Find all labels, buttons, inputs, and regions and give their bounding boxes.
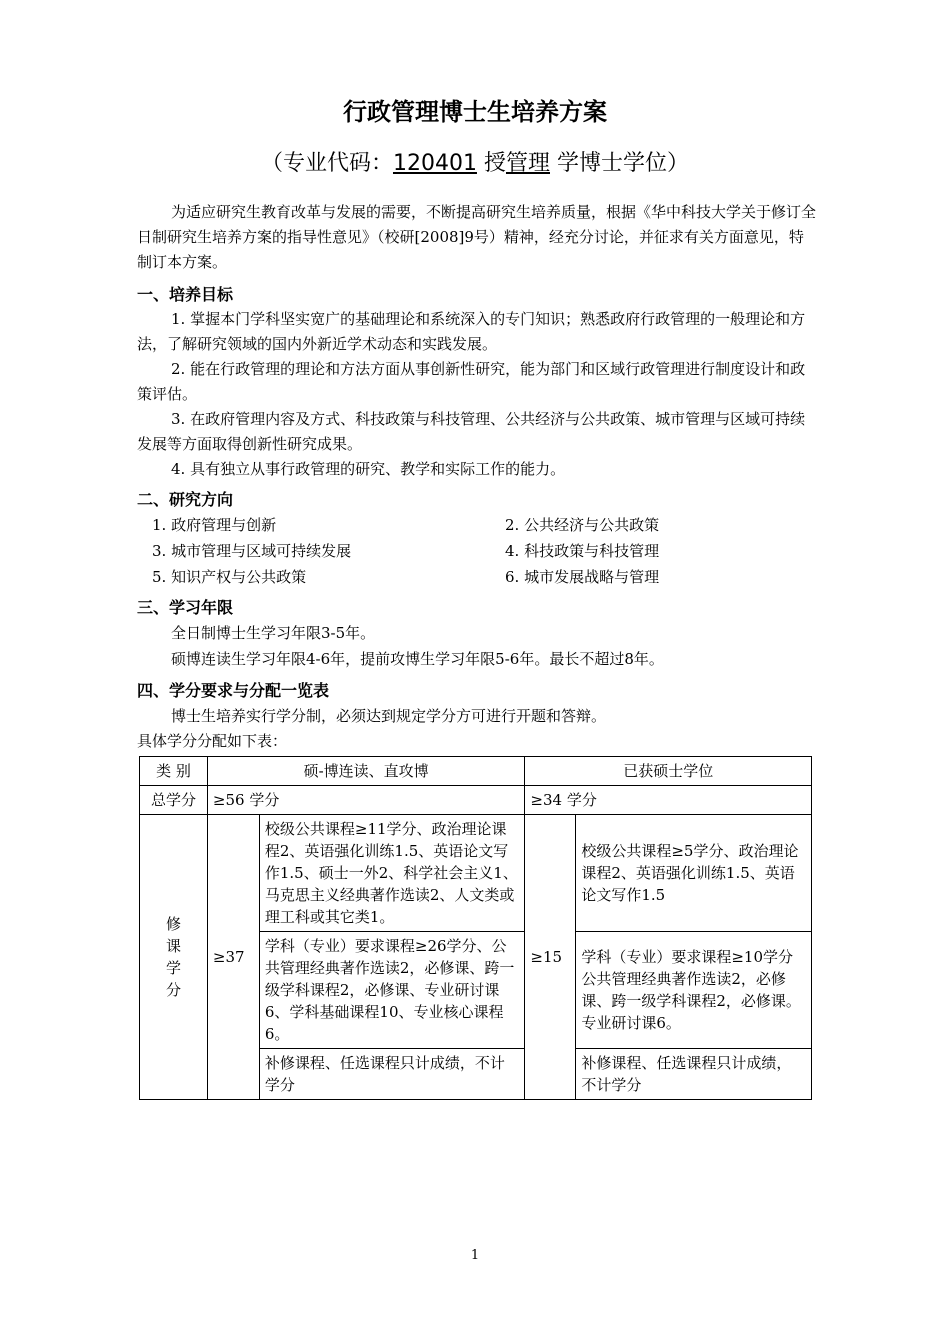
duration-line: 硕博连读生学习年限4-6年，提前攻博生学习年限5-6年。最长不超过8年。 [171,650,664,668]
direction-item: 1. 政府管理与创新 [152,516,277,534]
header-col2: 已获硕士学位 [525,757,812,786]
subtitle-suffix: 学博士学位） [557,151,690,176]
direction-item: 4. 科技政策与科技管理 [505,542,660,560]
section-heading-credits: 四、学分要求与分配一览表 [137,681,330,700]
subtitle-field: 管理 [505,151,550,176]
goal-item: 1. 掌握本门学科坚实宽广的基础理论和系统深入的专门知识；熟悉政府行政管理的一般理论和方法，了解研究领域的国内外新近学术动态和实践发展。 [137,310,806,353]
credits-table [139,756,812,1100]
total-col2: ≥34 学分 [525,786,812,815]
section-heading-directions: 二、研究方向 [137,490,234,509]
direction-item: 6. 城市发展战略与管理 [505,568,660,586]
header-col1: 硕-博连读、直攻博 [207,757,524,786]
course-label [140,815,208,1100]
subtitle-mid: 授 [483,151,506,176]
course-col1-item: 学科（专业）要求课程≥26学分、公共管理经典著作选读2，必修课、跨一级学科课程2，必修课、专业研讨课6、学科基础课程10、专业核心课程6。 [259,932,525,1049]
direction-item: 5. 知识产权与公共政策 [152,568,307,586]
course-col2-item: 补修课程、任选课程只计成绩，不计学分 [576,1049,812,1100]
course-col1-item: 校级公共课程≥11学分、政治理论课程2、英语强化训练1.5、英语论文写作1.5、硕士一外2、科学社会主义1、马克思主义经典著作选读2、人文类或理工科或其它类1。 [259,815,525,932]
section-heading-goals: 一、培养目标 [137,285,234,304]
goal-item: 3. 在政府管理内容及方式、科技政策与科技管理、公共经济与公共政策、城市管理与区域可持续发展等方面取得创新性研究成果。 [137,410,806,453]
course-col2-item: 学科（专业）要求课程≥10学分公共管理经典著作选读2，必修课、跨一级学科课程2，必修课。专业研讨课6。 [576,932,812,1049]
total-col1: ≥56 学分 [207,786,524,815]
course-col1-total: ≥37 [207,815,259,1100]
page-subtitle [0,146,950,177]
subtitle-prefix: （专业代码： [260,151,393,176]
credits-table-caption: 具体学分分配如下表： [137,732,288,750]
credits-intro: 博士生培养实行学分制，必须达到规定学分方可进行开题和答辩。 [171,707,607,725]
section-heading-duration: 三、学习年限 [137,598,234,617]
course-col2-item: 校级公共课程≥5学分、政治理论课程2、英语强化训练1.5、英语论文写作1.5 [576,815,812,932]
direction-item: 2. 公共经济与公共政策 [505,516,660,534]
direction-item: 3. 城市管理与区域可持续发展 [152,542,352,560]
course-col2-total: ≥15 [525,815,576,1100]
intro-paragraph: 为适应研究生教育改革与发展的需要，不断提高研究生培养质量，根据《华中科技大学关于修订全日制研究生培养方案的指导性意见》（校研[2008]9号）精神，经充分讨论，并征求有关方面意见，特制订本方案。 [137,203,817,271]
table-row-total [140,786,812,815]
goal-item: 2. 能在行政管理的理论和方法方面从事创新性研究，能为部门和区域行政管理进行制度设计和政策评估。 [137,360,806,403]
course-col1-item: 补修课程、任选课程只计成绩，不计学分 [259,1049,525,1100]
table-header-row [140,757,812,786]
goal-item: 4. 具有独立从事行政管理的研究、教学和实际工作的能力。 [171,460,566,478]
duration-line: 全日制博士生学习年限3-5年。 [171,624,376,642]
header-category: 类 别 [140,757,208,786]
page-title: 行政管理博士生培养方案 [343,98,607,126]
course-label-text: 修课学分 [165,915,181,999]
page-number: 1 [470,1248,480,1263]
total-label: 总学分 [140,786,208,815]
subtitle-code: 120401 [392,151,477,176]
table-row-course [140,815,812,932]
